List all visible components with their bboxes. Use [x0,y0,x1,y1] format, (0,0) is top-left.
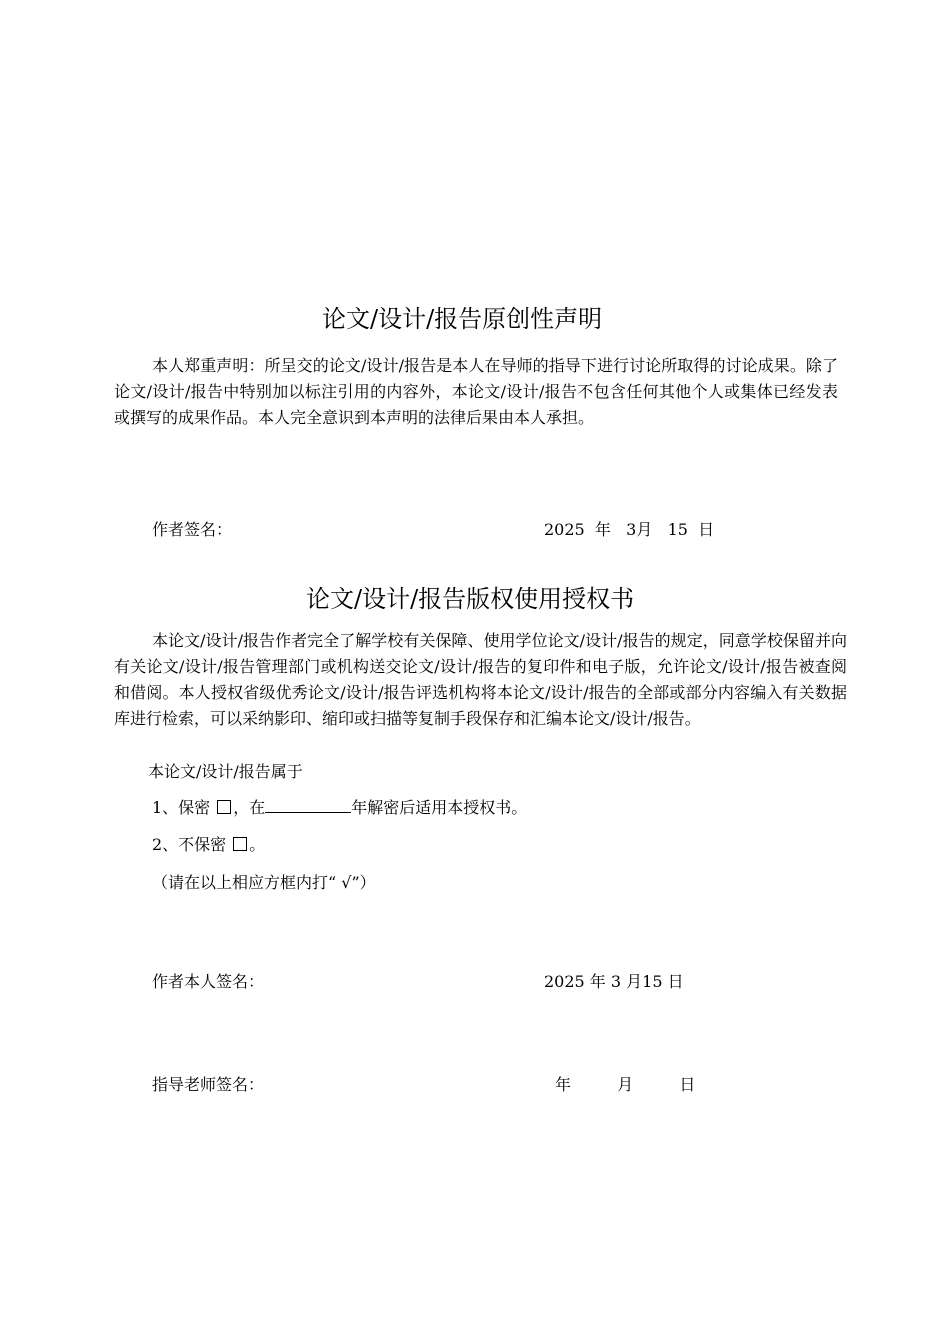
advisor-date-year-unit: 年 [555,1075,572,1094]
declaration-signature-label: 作者签名： [152,520,233,539]
option-confidential-prefix: 1、保密 [152,798,211,817]
declaration-title: 论文/设计/报告原创性声明 [322,305,603,333]
declaration-date-day-unit: 日 [698,520,715,539]
advisor-signature-label: 指导老师签名： [152,1075,265,1094]
authorization-body: 本论文/设计/报告作者完全了解学校有关保障、使用学位论文/设计/报告的规定，同意学校保留并向有关论文/设计/报告管理部门或机构送交论文/设计/报告的复印件和电子版，允许论文/设计/报告被查阅和借阅。本人授权省级优秀论文/设计/报告评选机构将本论文/设计/报告的全部或部分内容编入有关数据库进行检索，可以采纳影印、缩印或扫描等复制手段保存和汇编本论文/设计/报告。 [114,631,847,728]
option-not-confidential-prefix: 2、不保密 [152,835,227,854]
author-signature-label: 作者本人签名： [152,972,265,991]
authorization-title: 论文/设计/报告版权使用授权书 [306,585,635,613]
declaration-date-day: 15 [667,520,688,539]
option-not-confidential [152,833,265,857]
declassify-years-blank[interactable] [265,798,351,813]
declaration-date-year: 2025 [544,520,585,539]
option-confidential-suffix: 年解密后适用本授权书。 [351,798,528,817]
option-confidential-middle: ，在 [233,798,266,817]
confidential-checkbox[interactable] [217,800,231,814]
advisor-date-month-unit: 月 [617,1075,634,1094]
checkbox-instruction: （请在以上相应方框内打“ √”） [152,873,376,892]
option-confidential [152,796,527,820]
declaration-body: 本人郑重声明：所呈交的论文/设计/报告是本人在导师的指导下进行讨论所取得的讨论成果。除了论文/设计/报告中特别加以标注引用的内容外，本论文/设计/报告不包含任何其他个人或集体已经发表或撰写的成果作品。本人完全意识到本声明的法律后果由本人承担。 [114,356,838,427]
declaration-date-month: 3月 [626,520,653,539]
advisor-date-day-unit: 日 [679,1075,696,1094]
not-confidential-checkbox[interactable] [233,837,247,851]
declaration-date-year-unit: 年 [594,520,611,539]
author-signature-date: 2025 年 3 月15 日 [544,972,684,991]
advisor-signature-date [555,1073,695,1097]
belongs-to-label: 本论文/设计/报告属于 [148,762,303,781]
option-not-confidential-suffix: 。 [249,835,266,854]
declaration-date [544,518,714,542]
